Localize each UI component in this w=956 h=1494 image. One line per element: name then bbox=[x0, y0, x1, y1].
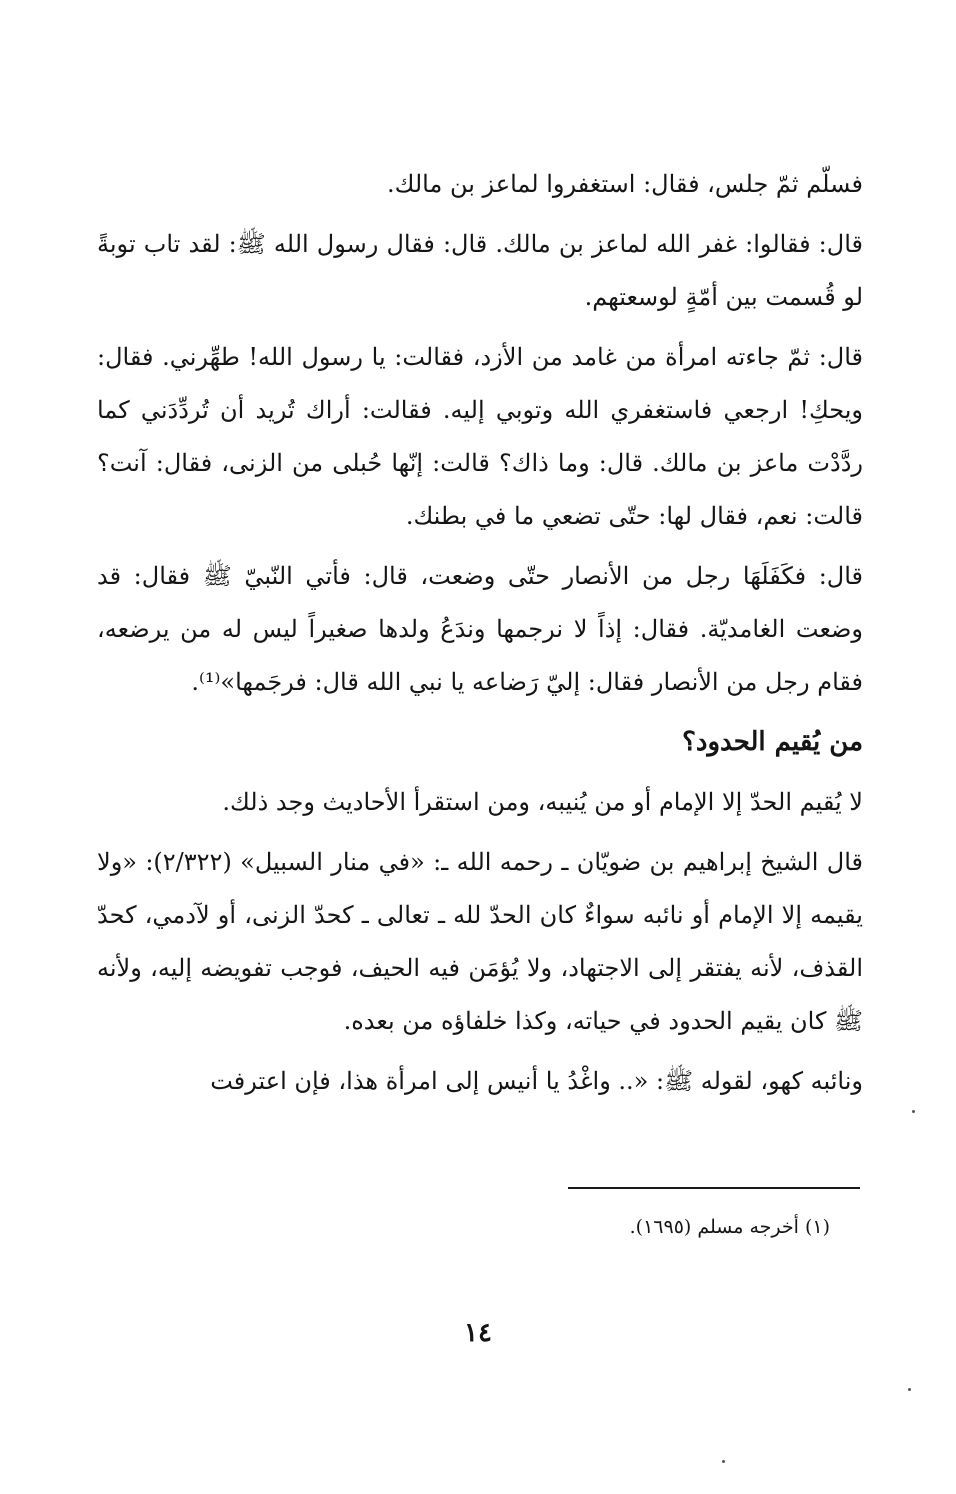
page-number: ١٤ bbox=[464, 1318, 492, 1348]
section-heading: من يُقيم الحدود؟ bbox=[682, 727, 863, 757]
paragraph-3: قال: ثمّ جاءته امرأة من غامد من الأزد، فقالت: يا رسول الله! طهِّرني. فقال: ويحكِ! ارجعي فاستغفري الله وتوبي إليه. فقالت: أراك تُريد أن تُردِّدَني كما ردَّدْت ماعز بن مالك. قال: وما ذاك؟ قالت: إنّها حُبلى من الزنى، فقال: آنت؟ قالت: نعم، فقال لها: حتّى تضعي ما في بطنك. bbox=[97, 343, 864, 530]
footnote: (١) أخرجه مسلم (١٦٩٥). bbox=[629, 1216, 830, 1238]
paragraph-5: لا يُقيم الحدّ إلا الإمام أو من يُنيبه، ومن استقرأ الأحاديث وجد ذلك. bbox=[222, 788, 863, 816]
footnote-divider bbox=[568, 1187, 860, 1189]
paragraph-7: ونائبه كهو، لقوله ﷺ: «.. واغْدُ يا أنيس إلى امرأة هذا، فإن اعترفت bbox=[210, 1067, 863, 1095]
paragraph-2: قال: فقالوا: غفر الله لماعز بن مالك. قال: فقال رسول الله ﷺ: لقد تاب توبةً لو قُسمت بين أمّةٍ لوسعتهم. bbox=[97, 230, 863, 311]
scan-speck bbox=[908, 1388, 911, 1391]
main-text bbox=[97, 158, 863, 1115]
scan-speck bbox=[722, 1460, 725, 1463]
paragraph-1: فسلّم ثمّ جلس، فقال: استغفروا لماعز بن مالك. bbox=[386, 170, 863, 198]
paragraph-4: قال: فكَفَلَهَا رجل من الأنصار حتّى وضعت، قال: فأتي النّبيّ ﷺ فقال: قد وضعت الغامديّة. فقال: إذاً لا نرجمها وندَعُ ولدها صغيراً ليس له من يرضعه، فقام رجل من الأنصار فقال: إليّ رَضاعه يا نبي الله قال: فرجَمها»⁽¹⁾. bbox=[97, 562, 863, 696]
paragraph-6: قال الشيخ إبراهيم بن ضويّان ـ رحمه الله ـ: «في منار السبيل» (٢/٣٢٢): «ولا يقيمه إلا الإمام أو نائبه سواءٌ كان الحدّ لله ـ تعالى ـ كحدّ الزنى، أو لآدمي، كحدّ القذف، لأنه يفتقر إلى الاجتهاد، ولا يُؤمَن فيه الحيف، فوجب تفويضه إليه، ولأنه ﷺ كان يقيم الحدود في حياته، وكذا خلفاؤه من بعده. bbox=[97, 848, 863, 1035]
scan-speck bbox=[912, 1110, 915, 1113]
